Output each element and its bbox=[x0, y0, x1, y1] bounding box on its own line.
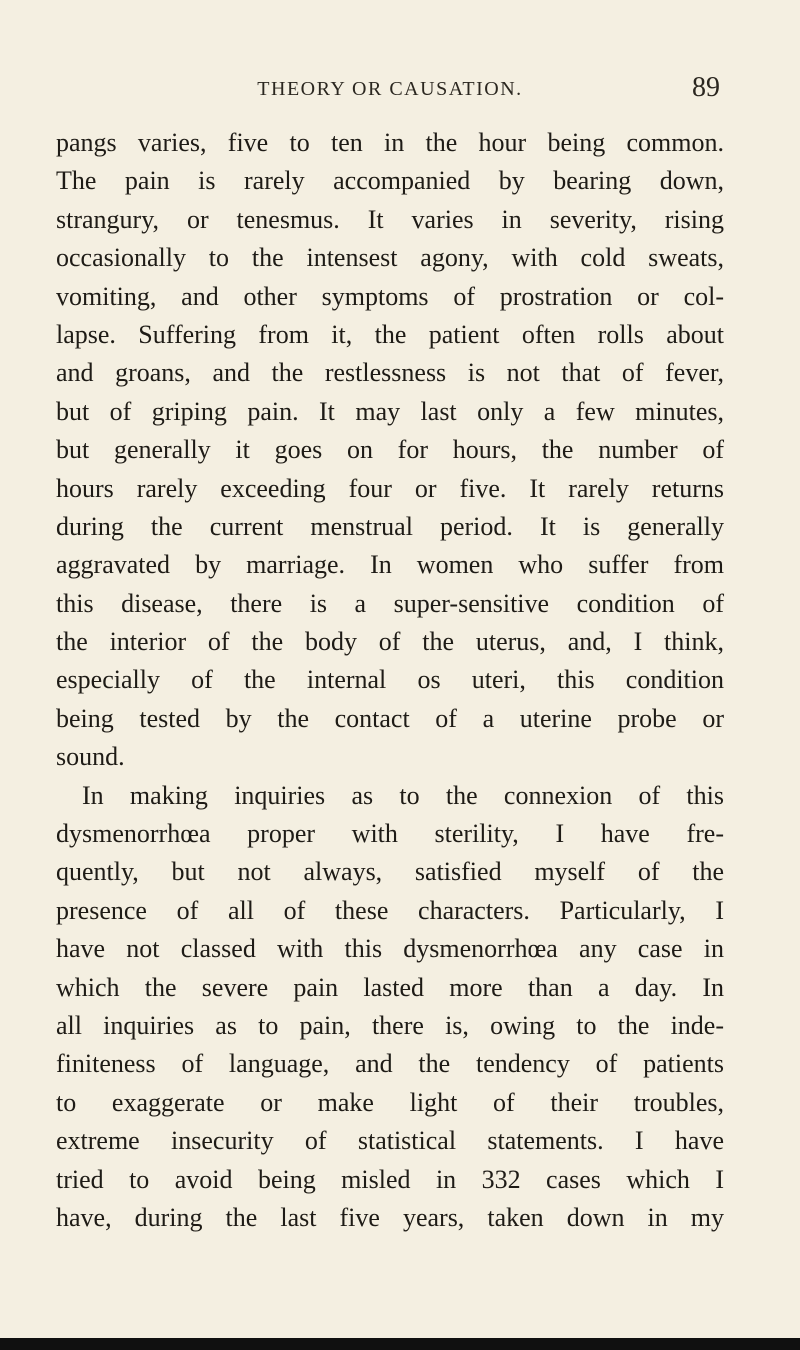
text-line: finiteness of language, and the tendency of patients bbox=[56, 1049, 724, 1079]
text-line: but generally it goes on for hours, the number of bbox=[56, 435, 724, 465]
text-line: quently, but not always, satisfied myself of the bbox=[56, 857, 724, 887]
text-line: to exaggerate or make light of their troubles, bbox=[56, 1087, 724, 1117]
text-line: this disease, there is a super-sensitive condition of bbox=[56, 588, 724, 618]
text-line: all inquiries as to pain, there is, owing to the inde- bbox=[56, 1010, 724, 1040]
running-head: THEORY OR CAUSATION. bbox=[257, 78, 523, 100]
page-header bbox=[60, 70, 720, 110]
text-line: aggravated by marriage. In women who suffer from bbox=[56, 550, 724, 580]
text-line: have, during the last five years, taken down in my bbox=[56, 1202, 724, 1232]
text-line: but of griping pain. It may last only a few minutes, bbox=[56, 396, 724, 426]
text-line: especially of the internal os uteri, this condition bbox=[56, 665, 724, 695]
text-line: The pain is rarely accompanied by bearing down, bbox=[56, 166, 724, 196]
text-line: pangs varies, five to ten in the hour being common. bbox=[56, 128, 724, 157]
text-line: vomiting, and other symptoms of prostration or col- bbox=[56, 281, 724, 311]
text-line: hours rarely exceeding four or five. It rarely returns bbox=[56, 473, 724, 503]
text-line: sound. bbox=[56, 742, 125, 772]
paragraph-start-line: In making inquiries as to the connexion of this bbox=[82, 780, 724, 810]
text-line: during the current menstrual period. It is generally bbox=[56, 511, 724, 541]
text-line: and groans, and the restlessness is not that of fever, bbox=[56, 358, 724, 388]
text-line: strangury, or tenesmus. It varies in severity, rising bbox=[56, 204, 724, 234]
text-line: have not classed with this dysmenorrhœa any case in bbox=[56, 934, 724, 964]
body-text bbox=[56, 124, 724, 1237]
text-line: being tested by the contact of a uterine probe or bbox=[56, 703, 724, 733]
page-number: 89 bbox=[692, 72, 720, 103]
text-line: lapse. Suffering from it, the patient often rolls about bbox=[56, 319, 724, 349]
text-line: the interior of the body of the uterus, and, I think, bbox=[56, 627, 724, 657]
page-edge-shadow bbox=[0, 1338, 800, 1350]
text-line: which the severe pain lasted more than a day. In bbox=[56, 972, 724, 1002]
text-line: occasionally to the intensest agony, with cold sweats, bbox=[56, 243, 724, 273]
text-line: presence of all of these characters. Particularly, I bbox=[56, 895, 724, 925]
text-line: dysmenorrhœa proper with sterility, I have fre- bbox=[56, 819, 724, 849]
text-line: tried to avoid being misled in 332 cases which I bbox=[56, 1164, 724, 1194]
text-line: extreme insecurity of statistical statements. I have bbox=[56, 1126, 724, 1156]
